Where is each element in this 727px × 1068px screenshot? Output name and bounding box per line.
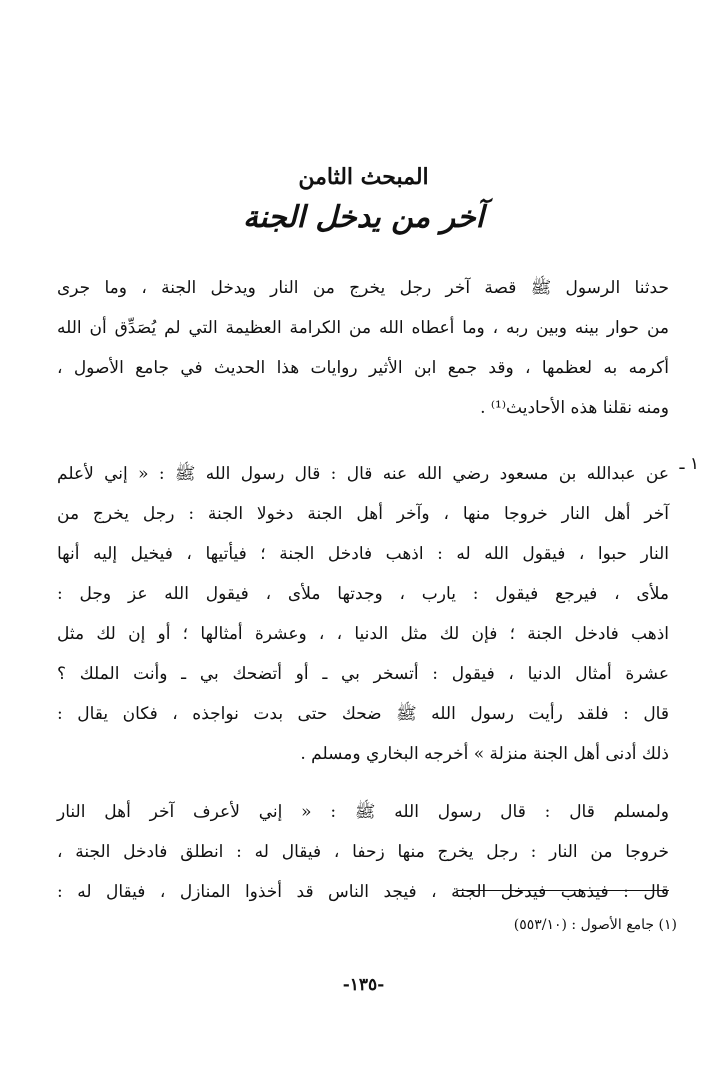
page-body bbox=[57, 268, 699, 912]
intro-paragraph bbox=[57, 268, 669, 428]
chapter-title: آخر من يدخل الجنة bbox=[242, 200, 484, 235]
intro-line: أكرمه به لعظمها ، وقد جمع ابن الأثير روايات هذا الحديث في جامع الأصول ، bbox=[57, 358, 669, 378]
hadith-line: عن عبدالله بن مسعود رضي الله عنه قال : قال رسول الله ﷺ : « إني لأعلم bbox=[57, 464, 669, 484]
page-number: -١٣٥- bbox=[342, 975, 385, 995]
intro-line: من حوار بينه وبين ربه ، وما أعطاه الله من الكرامة العظيمة التي لم يُصَدِّق أن الله bbox=[57, 318, 669, 338]
hadith-line: قال : فلقد رأيت رسول الله ﷺ ضحك حتى بدت نواجذه ، فكان يقال : bbox=[57, 704, 669, 724]
muslim-paragraph bbox=[57, 792, 669, 912]
footnote-divider bbox=[457, 890, 669, 891]
footnote: (١) جامع الأصول : (٥٥٣/١٠) bbox=[513, 917, 677, 933]
hadith-number: ١ ـ bbox=[679, 454, 699, 474]
hadith-line: ملأى ، فيرجع فيقول : يارب ، وجدتها ملأى ، فيقول الله عز وجل : bbox=[57, 584, 669, 604]
section-title: المبحث الثامن bbox=[298, 164, 429, 190]
intro-line: ومنه نقلنا هذه الأحاديث⁽¹⁾ . bbox=[480, 398, 669, 418]
muslim-line: خروجا من النار : رجل يخرج منها زحفا ، فيقال له : انطلق فادخل الجنة ، bbox=[57, 842, 669, 862]
hadith-line: عشرة أمثال الدنيا ، فيقول : أتسخر بي ـ أو أتضحك بي ـ وأنت الملك ؟ bbox=[57, 664, 669, 684]
hadith-line: ذلك أدنى أهل الجنة منزلة » أخرجه البخاري ومسلم . bbox=[300, 744, 669, 764]
intro-line: حدثنا الرسول ﷺ قصة آخر رجل يخرج من النار ويدخل الجنة ، وما جرى bbox=[57, 278, 669, 298]
hadith-line: النار حبوا ، فيقول الله له : اذهب فادخل الجنة ؛ فيأتيها ، فيخيل إليه أنها bbox=[57, 544, 669, 564]
hadith-line: اذهب فادخل الجنة ؛ فإن لك مثل الدنيا ، ، وعشرة أمثالها ؛ أو إن لك مثل bbox=[57, 624, 669, 644]
page-heading bbox=[0, 160, 727, 240]
muslim-line: قال : فيذهب فيدخل الجنة ، فيجد الناس قد أخذوا المنازل ، فيقال له : bbox=[57, 882, 669, 902]
muslim-line: ولمسلم قال : قال رسول الله ﷺ : « إني لأعرف آخر أهل النار bbox=[57, 802, 669, 822]
hadith-line: آخر أهل النار خروجا منها ، وآخر أهل الجنة دخولا الجنة : رجل يخرج من bbox=[57, 504, 669, 524]
hadith-1 bbox=[57, 454, 699, 774]
